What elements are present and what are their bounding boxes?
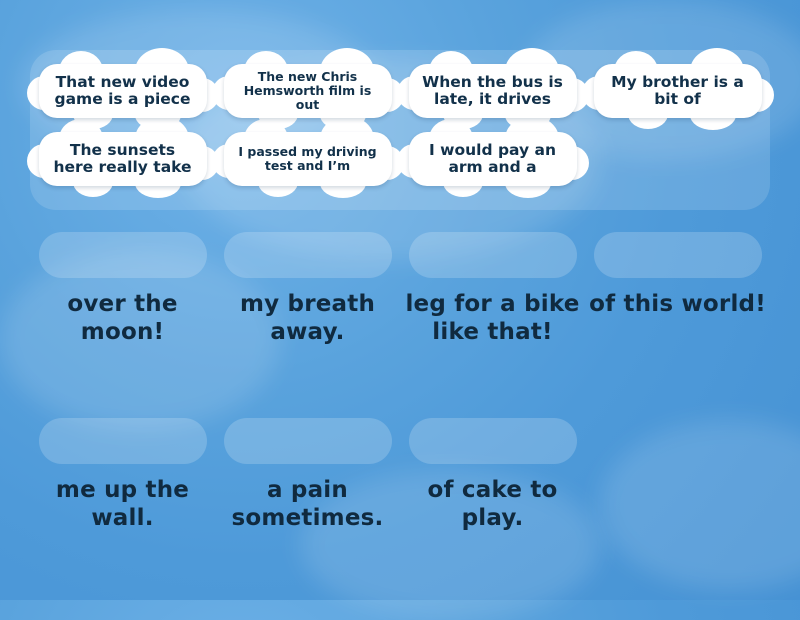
drop-zone[interactable] xyxy=(409,232,577,278)
chip-slot xyxy=(30,130,215,188)
drop-zone[interactable] xyxy=(224,418,392,464)
chip-row xyxy=(30,62,770,120)
chip-label: I passed my driving test and I’m xyxy=(238,144,377,173)
answer-cell xyxy=(30,418,215,532)
answer-text: my breath away. xyxy=(239,291,376,346)
draggable-chip[interactable] xyxy=(594,64,762,118)
answer-cell xyxy=(215,232,400,346)
answer-cell xyxy=(400,418,585,532)
draggable-chip[interactable] xyxy=(409,132,577,186)
answer-text: of cake to play. xyxy=(427,477,558,532)
drop-zone[interactable] xyxy=(39,232,207,278)
drop-zone[interactable] xyxy=(409,418,577,464)
draggable-chip[interactable] xyxy=(224,64,392,118)
answer-row xyxy=(30,418,770,532)
answer-row xyxy=(30,232,770,346)
answer-cell xyxy=(215,418,400,532)
chip-label: The new Chris Hemsworth film is out xyxy=(243,69,372,112)
chip-slot xyxy=(30,62,215,120)
chip-label: I would pay an arm and a xyxy=(428,140,557,176)
draggable-chip[interactable] xyxy=(39,132,207,186)
answer-grid xyxy=(30,232,770,532)
answer-cell xyxy=(400,232,585,346)
chip-slot xyxy=(585,62,770,120)
row-spacer xyxy=(30,346,770,418)
answer-cell xyxy=(585,232,770,346)
chip-slot xyxy=(215,62,400,120)
chip-slot xyxy=(215,130,400,188)
answer-text: of this world! xyxy=(589,291,766,317)
chip-slot xyxy=(400,130,585,188)
answer-text: a pain sometimes. xyxy=(231,477,384,532)
chip-label: My brother is a bit of xyxy=(611,72,744,108)
chip-slot xyxy=(400,62,585,120)
chip-row xyxy=(30,130,770,188)
answer-text: over the moon! xyxy=(67,291,178,346)
chip-label: The sunsets here really take xyxy=(53,140,192,176)
draggable-chip[interactable] xyxy=(39,64,207,118)
answer-text: me up the wall. xyxy=(55,477,190,532)
draggable-chip[interactable] xyxy=(409,64,577,118)
answer-cell xyxy=(30,232,215,346)
chip-label: When the bus is late, it drives xyxy=(422,72,563,108)
chip-label: That new video game is a piece xyxy=(54,72,191,108)
answer-text: leg for a bike like that! xyxy=(405,291,580,346)
word-chip-tray xyxy=(30,50,770,210)
drop-zone[interactable] xyxy=(224,232,392,278)
draggable-chip[interactable] xyxy=(224,132,392,186)
drop-zone[interactable] xyxy=(594,232,762,278)
answer-cell-empty xyxy=(585,418,770,532)
drop-zone[interactable] xyxy=(39,418,207,464)
